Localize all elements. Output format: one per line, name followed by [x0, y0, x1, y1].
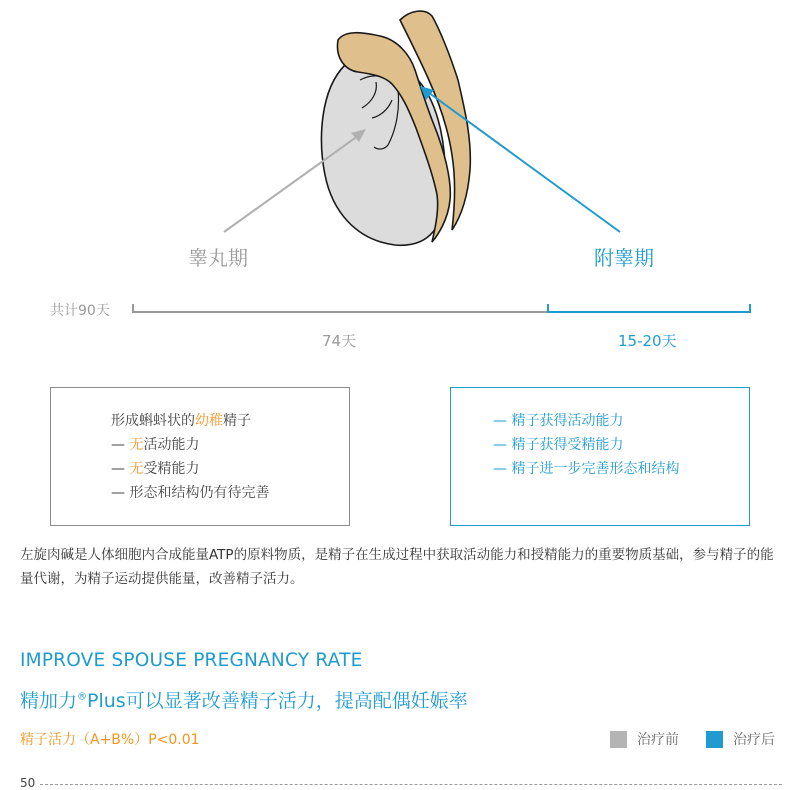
- text: 形成蝌蚪状的: [111, 413, 195, 429]
- testis-epididymis-diagram: [0, 0, 800, 380]
- text: 精子: [223, 413, 251, 429]
- testis-line-1: [111, 409, 349, 433]
- legend-after-swatch: [706, 731, 723, 748]
- chart-subtitle: 精子活力（A+B%）P<0.01: [20, 732, 200, 748]
- dash: —: [111, 461, 130, 477]
- text: 受精能力: [143, 461, 200, 477]
- epididymis-stage-box: [450, 387, 750, 526]
- legend-after: [706, 729, 775, 749]
- headline-text: Plus可以显著改善精子活力，提高配偶妊娠率: [87, 690, 468, 712]
- dash: —: [111, 437, 130, 453]
- legend-after-label: 治疗后: [733, 732, 775, 748]
- registered-mark: ®: [77, 691, 88, 703]
- highlight-text: 无: [129, 461, 144, 477]
- text: 活动能力: [143, 437, 200, 453]
- testis-stage-label: 睾丸期: [188, 246, 248, 270]
- section-headline: [20, 686, 468, 713]
- highlight-text: 幼稚: [195, 413, 223, 429]
- total-duration-label: 共计90天: [50, 303, 110, 319]
- highlight-text: 无: [129, 437, 144, 453]
- epididymis-duration: 15-20天: [618, 332, 677, 350]
- epididymis-item: — 精子进一步完善形态和结构: [493, 461, 680, 477]
- legend-before: [610, 729, 679, 749]
- footer-dashed-line: [40, 784, 782, 785]
- legend-before-swatch: [610, 731, 627, 748]
- testis-line-4: — 形态和结构仍有待完善: [111, 485, 270, 501]
- epididymis-stage-label: 附睾期: [594, 246, 654, 270]
- headline-brand: 精加力: [20, 690, 78, 712]
- page-number: 50: [20, 776, 36, 790]
- english-section-title: IMPROVE SPOUSE PREGNANCY RATE: [20, 650, 363, 671]
- epididymis-item: — 精子获得受精能力: [493, 437, 624, 453]
- testis-stage-box: [50, 387, 350, 526]
- legend-before-label: 治疗前: [637, 732, 679, 748]
- testis-line-2: [111, 433, 349, 457]
- testis-line-3: [111, 457, 349, 481]
- description-paragraph: 左旋肉碱是人体细胞内合成能量ATP的原料物质，是精子在生成过程中获取活动能力和授精能力的重要物质基础，参与精子的能量代谢，为精子运动提供能量，改善精子活力。: [20, 547, 774, 587]
- testis-duration: 74天: [322, 332, 357, 350]
- epididymis-item: — 精子获得活动能力: [493, 413, 624, 429]
